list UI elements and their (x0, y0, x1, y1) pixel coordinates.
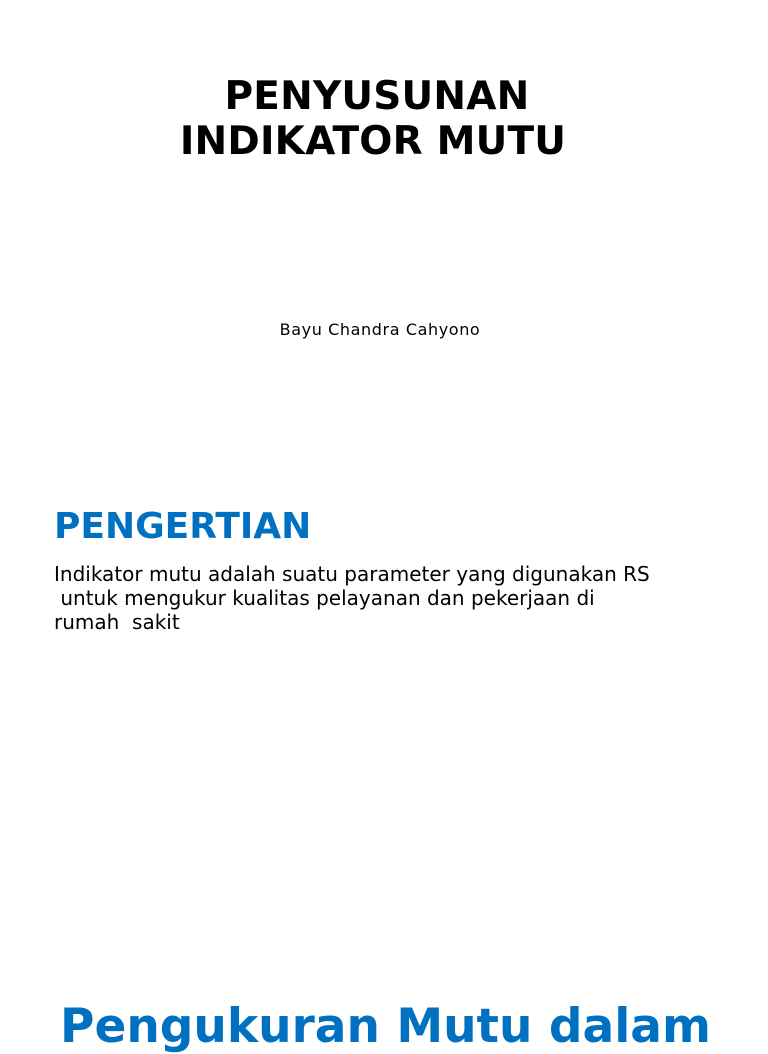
definition-body (54, 562, 734, 634)
definition-slide (0, 470, 768, 970)
title-line-1: PENYUSUNAN (224, 74, 530, 119)
title-line-2: INDIKATOR MUTU (179, 119, 567, 164)
definition-line-1: Indikator mutu adalah suatu parameter yang digunakan RS (54, 562, 650, 586)
measurement-heading: Pengukuran Mutu dalam (60, 999, 712, 1054)
definition-line-3: rumah sakit (54, 610, 180, 634)
definition-line-2: untuk mengukur kualitas pelayanan dan pekerjaan di (54, 586, 595, 610)
next-slide-partial (0, 970, 768, 1054)
author-name: Bayu Chandra Cahyono (279, 320, 481, 339)
definition-heading: PENGERTIAN (54, 506, 312, 547)
presentation-title (0, 74, 768, 164)
title-slide (0, 0, 768, 470)
